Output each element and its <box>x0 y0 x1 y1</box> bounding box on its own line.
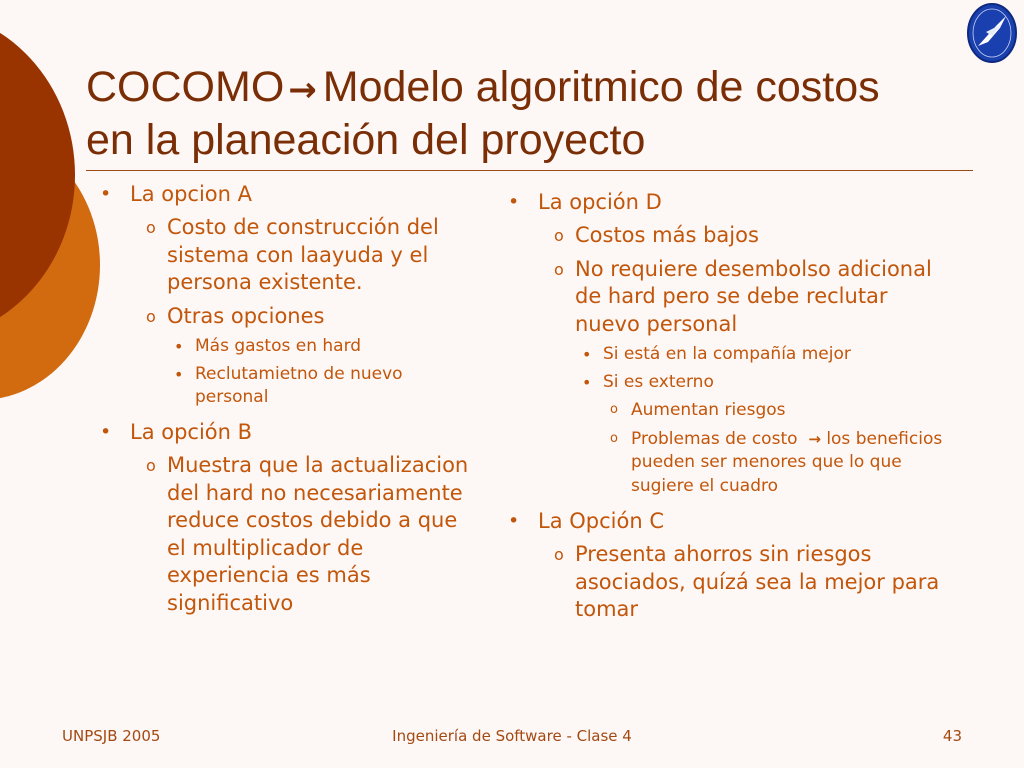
title-line2: en la planeación del proyecto <box>86 116 646 164</box>
option-c-item: o Presenta ahorros sin riesgos asociados, quízá sea la mejor para tomar <box>551 541 956 624</box>
option-d-sub-company: • Si está en la compañía mejor <box>579 343 956 366</box>
option-c-details <box>506 541 956 624</box>
option-d-label: La opción D <box>538 190 662 214</box>
title-line1-start: COCOMO <box>86 63 285 111</box>
option-b-details <box>98 452 478 617</box>
option-a-other-label: Otras opciones <box>167 303 325 328</box>
cost-problems-text: Problemas de costo <box>631 428 798 449</box>
footer-page-number: 43 <box>942 727 962 745</box>
option-b-item: o Muestra que la actualizacion del hard no necesariamente reduce costos debido a que el multiplicador de experiencia es más significativo <box>143 452 478 617</box>
option-a-other-details <box>143 335 478 409</box>
university-logo <box>966 2 1018 64</box>
title-underline <box>86 170 973 171</box>
option-d-details <box>506 222 956 498</box>
option-d-external-details <box>579 399 956 498</box>
title-line1-end: Modelo algoritmico de costos <box>322 63 880 111</box>
option-a-item-other <box>143 303 478 331</box>
option-a-label: La opcion A <box>130 182 253 206</box>
option-d-cost-problems <box>607 428 956 499</box>
cost-problems-rest: los beneficios pueden ser menores que lo que sugiere el cuadro <box>631 428 943 496</box>
option-b-label: La opción B <box>130 420 253 444</box>
option-d-risk: o Aumentan riesgos <box>607 399 956 423</box>
footer-course: Ingeniería de Software - Clase 4 <box>392 727 632 745</box>
left-column <box>98 180 478 617</box>
slide-title <box>86 62 966 165</box>
option-a <box>98 180 478 208</box>
option-a-sub-hard: • Más gastos en hard <box>171 335 478 358</box>
footer-org: UNPSJB 2005 <box>62 727 161 745</box>
option-d-item-cost: o Costos más bajos <box>551 222 956 250</box>
option-d <box>506 188 956 216</box>
option-b <box>98 418 478 446</box>
option-c <box>506 507 956 535</box>
option-d-sub-external: • Si es externo <box>579 371 956 394</box>
option-d-item-hard: o No requiere desembolso adicional de hard pero se debe reclutar nuevo personal <box>551 256 956 339</box>
title-arrow-icon: → <box>288 70 317 110</box>
arrow-icon: → <box>808 429 821 448</box>
option-a-details <box>98 214 478 409</box>
option-a-item-cost: o Costo de construcción del sistema con laayuda y el persona existente. <box>143 214 478 297</box>
right-column <box>506 188 956 624</box>
option-c-label: La Opción C <box>538 509 664 533</box>
option-a-sub-staff: • Reclutamietno de nuevo personal <box>171 363 478 409</box>
option-d-hiring <box>551 343 956 498</box>
